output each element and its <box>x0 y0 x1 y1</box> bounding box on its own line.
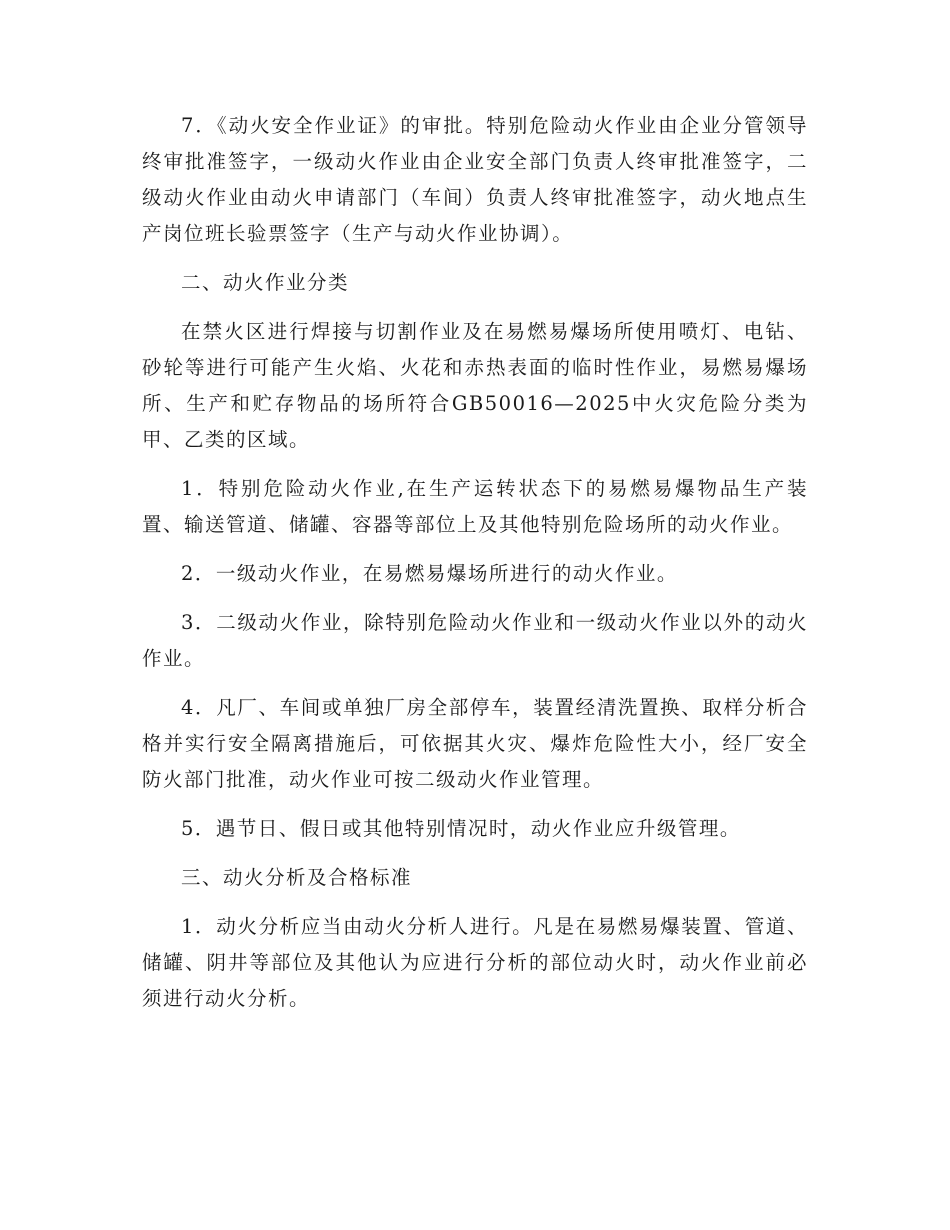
paragraph-approval: 7．《动火安全作业证》的审批。特别危险动火作业由企业分管领导终审批准签字，一级动火作业由企业安全部门负责人终审批准签字，二级动火作业由动火申请部门（车间）负责人终审批准签字，动火地点生产岗位班长验票签字（生产与动火作业协调）。 <box>142 114 808 245</box>
paragraph-classification-intro: 在禁火区进行焊接与切割作业及在易燃易爆场所使用喷灯、电钻、砂轮等进行可能产生火焰、火花和赤热表面的临时性作业，易燃易爆场所、生产和贮存物品的场所符合GB50016—2025中火灾危险分类为甲、乙类的区域。 <box>142 320 808 451</box>
paragraph-holidays: 5．遇节日、假日或其他特别情况时，动火作业应升级管理。 <box>181 817 741 840</box>
paragraph-special-hazard: 1．特别危险动火作业,在生产运转状态下的易燃易爆物品生产装置、输送管道、储罐、容器等部位上及其他特别危险场所的动火作业。 <box>142 477 808 536</box>
paragraph-level-one: 2．一级动火作业，在易燃易爆场所进行的动火作业。 <box>181 562 678 585</box>
section-heading-classification: 二、动火作业分类 <box>181 271 350 294</box>
paragraph-shutdown: 4．凡厂、车间或单独厂房全部停车，装置经清洗置换、取样分析合格并实行安全隔离措施后，可依据其火灾、爆炸危险性大小，经厂安全防火部门批准，动火作业可按二级动火作业管理。 <box>142 696 808 791</box>
paragraph-level-two: 3．二级动火作业，除特别危险动火作业和一级动火作业以外的动火作业。 <box>142 611 808 670</box>
section-heading-analysis: 三、动火分析及合格标准 <box>181 866 413 889</box>
document-body <box>142 108 808 1030</box>
paragraph-analysis: 1．动火分析应当由动火分析人进行。凡是在易燃易爆装置、管道、储罐、阴井等部位及其他认为应进行分析的部位动火时，动火作业前必须进行动火分析。 <box>142 915 808 1010</box>
